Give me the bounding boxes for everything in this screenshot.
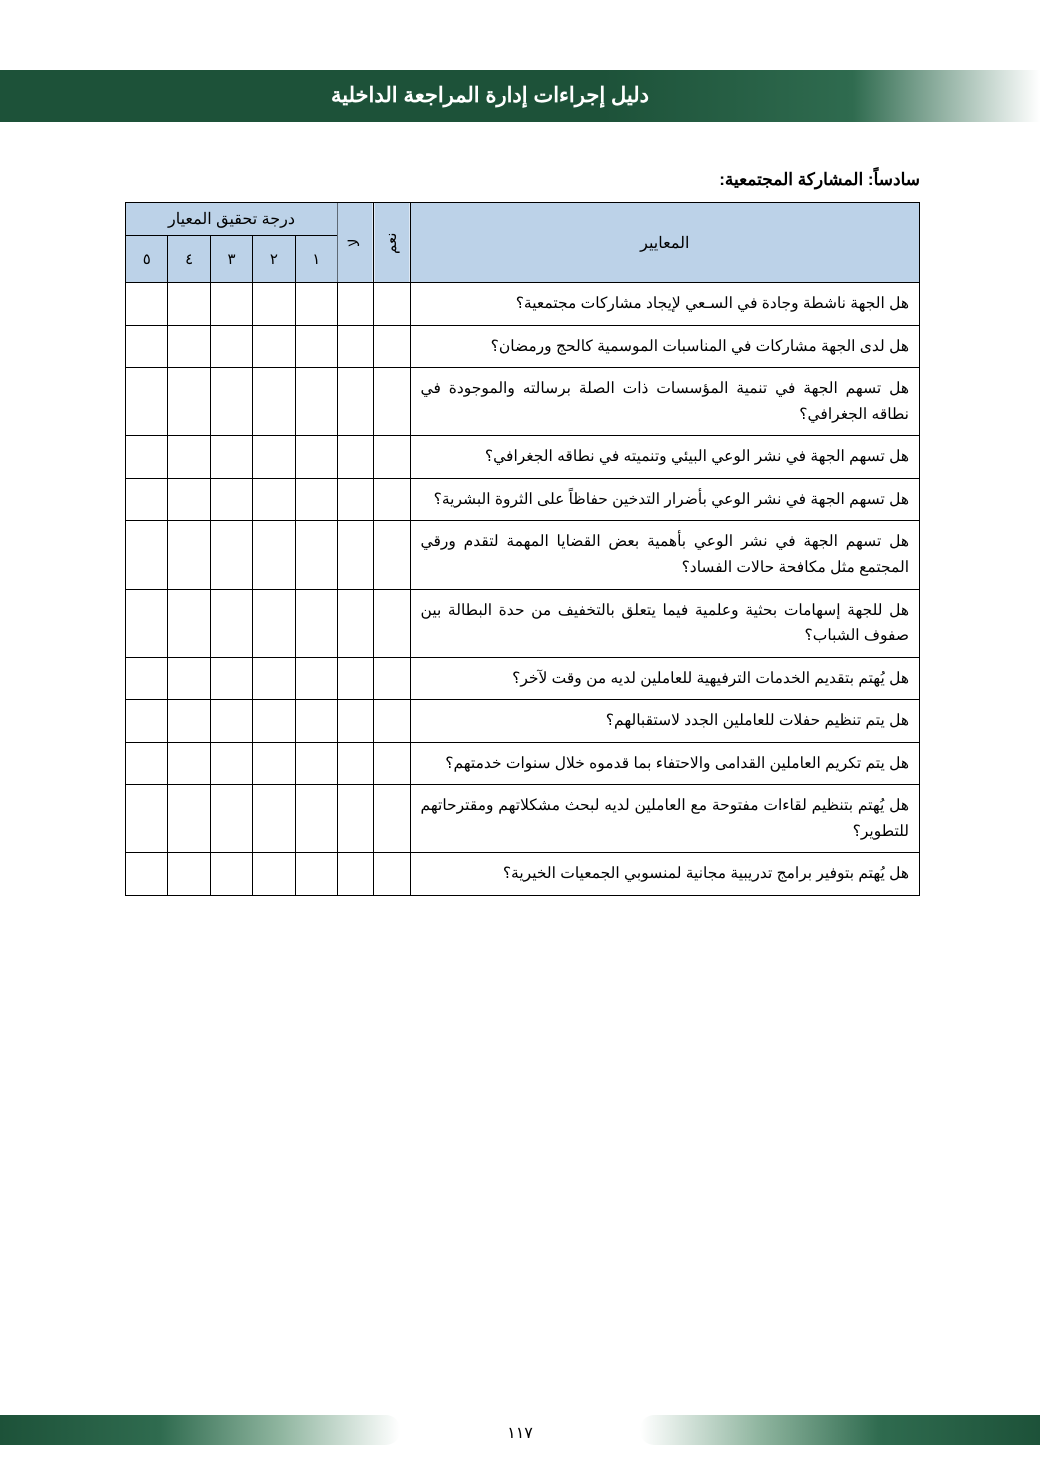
table-row <box>126 521 920 589</box>
cell-no[interactable] <box>337 325 373 368</box>
cell-yes[interactable] <box>374 700 410 743</box>
cell-scale-5[interactable] <box>126 853 168 896</box>
cell-scale-3[interactable] <box>210 283 252 326</box>
cell-no[interactable] <box>337 785 373 853</box>
cell-scale-2[interactable] <box>253 700 295 743</box>
cell-no[interactable] <box>337 368 373 436</box>
cell-scale-1[interactable] <box>295 478 337 521</box>
cell-scale-4[interactable] <box>168 325 210 368</box>
cell-scale-4[interactable] <box>168 368 210 436</box>
table-row <box>126 283 920 326</box>
cell-scale-3[interactable] <box>210 700 252 743</box>
cell-scale-3[interactable] <box>210 368 252 436</box>
cell-yes[interactable] <box>374 785 410 853</box>
cell-scale-4[interactable] <box>168 478 210 521</box>
cell-scale-1[interactable] <box>295 853 337 896</box>
table-row <box>126 742 920 785</box>
criterion-text: هل يتم تنظيم حفلات للعاملين الجدد لاستقبالهم؟ <box>410 700 919 743</box>
criterion-text: هل تسهم الجهة في نشر الوعي بأضرار التدخين حفاظاً على الثروة البشرية؟ <box>410 478 919 521</box>
cell-scale-1[interactable] <box>295 436 337 479</box>
table-row <box>126 436 920 479</box>
cell-yes[interactable] <box>374 742 410 785</box>
cell-scale-2[interactable] <box>253 325 295 368</box>
cell-scale-2[interactable] <box>253 521 295 589</box>
cell-no[interactable] <box>337 589 373 657</box>
cell-scale-1[interactable] <box>295 700 337 743</box>
cell-scale-5[interactable] <box>126 589 168 657</box>
table-row <box>126 589 920 657</box>
table-body <box>126 283 920 896</box>
cell-yes[interactable] <box>374 521 410 589</box>
cell-scale-1[interactable] <box>295 521 337 589</box>
cell-scale-5[interactable] <box>126 325 168 368</box>
cell-no[interactable] <box>337 521 373 589</box>
cell-scale-2[interactable] <box>253 589 295 657</box>
cell-scale-4[interactable] <box>168 657 210 700</box>
page-header <box>0 70 1040 122</box>
cell-scale-3[interactable] <box>210 742 252 785</box>
cell-no[interactable] <box>337 283 373 326</box>
criterion-text: هل تسهم الجهة في نشر الوعي البيئي وتنميته في نطاقه الجغرافي؟ <box>410 436 919 479</box>
cell-scale-3[interactable] <box>210 589 252 657</box>
table-row <box>126 657 920 700</box>
header-achievement-degree: درجة تحقيق المعيار <box>126 203 338 236</box>
criterion-text: هل لدى الجهة مشاركات في المناسبات الموسمية كالحج ورمضان؟ <box>410 325 919 368</box>
header-scale-5: ٥ <box>126 236 168 283</box>
cell-scale-5[interactable] <box>126 436 168 479</box>
cell-no[interactable] <box>337 853 373 896</box>
table-row <box>126 785 920 853</box>
page-header-title: دليل إجراءات إدارة المراجعة الداخلية <box>331 84 649 107</box>
cell-scale-4[interactable] <box>168 521 210 589</box>
criteria-table-wrapper <box>125 202 920 896</box>
cell-scale-3[interactable] <box>210 325 252 368</box>
criteria-table <box>125 202 920 896</box>
page-footer <box>0 1393 1040 1471</box>
cell-scale-5[interactable] <box>126 785 168 853</box>
criterion-text: هل يُهتم بتوفير برامج تدريبية مجانية لمنسوبي الجمعيات الخيرية؟ <box>410 853 919 896</box>
cell-scale-1[interactable] <box>295 368 337 436</box>
cell-yes[interactable] <box>374 325 410 368</box>
cell-scale-1[interactable] <box>295 325 337 368</box>
section-title: سادساً: المشاركة المجتمعية: <box>719 170 920 189</box>
table-row <box>126 368 920 436</box>
cell-scale-4[interactable] <box>168 700 210 743</box>
table-header-row-1 <box>126 203 920 236</box>
cell-scale-3[interactable] <box>210 785 252 853</box>
cell-yes[interactable] <box>374 853 410 896</box>
cell-scale-1[interactable] <box>295 283 337 326</box>
cell-scale-5[interactable] <box>126 742 168 785</box>
cell-scale-4[interactable] <box>168 785 210 853</box>
cell-yes[interactable] <box>374 283 410 326</box>
cell-scale-2[interactable] <box>253 436 295 479</box>
cell-scale-3[interactable] <box>210 657 252 700</box>
cell-scale-4[interactable] <box>168 742 210 785</box>
criterion-text: هل تسهم الجهة في تنمية المؤسسات ذات الصلة برسالته والموجودة في نطاقه الجغرافي؟ <box>410 368 919 436</box>
table-head <box>126 203 920 283</box>
cell-yes[interactable] <box>374 368 410 436</box>
cell-scale-1[interactable] <box>295 785 337 853</box>
table-row <box>126 325 920 368</box>
cell-scale-2[interactable] <box>253 283 295 326</box>
cell-scale-2[interactable] <box>253 742 295 785</box>
header-criteria: المعايير <box>410 203 919 283</box>
cell-no[interactable] <box>337 478 373 521</box>
cell-yes[interactable] <box>374 589 410 657</box>
cell-no[interactable] <box>337 436 373 479</box>
header-scale-4: ٤ <box>168 236 210 283</box>
cell-scale-3[interactable] <box>210 478 252 521</box>
header-scale-1: ١ <box>295 236 337 283</box>
table-row <box>126 853 920 896</box>
cell-scale-5[interactable] <box>126 521 168 589</box>
cell-scale-3[interactable] <box>210 853 252 896</box>
cell-scale-4[interactable] <box>168 853 210 896</box>
cell-scale-4[interactable] <box>168 436 210 479</box>
cell-scale-5[interactable] <box>126 657 168 700</box>
page-number: ١١٧ <box>507 1425 533 1442</box>
cell-scale-1[interactable] <box>295 589 337 657</box>
cell-scale-1[interactable] <box>295 657 337 700</box>
criterion-text: هل يتم تكريم العاملين القدامى والاحتفاء بما قدموه خلال سنوات خدمتهم؟ <box>410 742 919 785</box>
criterion-text: هل يُهتم بتنظيم لقاءات مفتوحة مع العاملين لديه لبحث مشكلاتهم ومقترحاتهم للتطوير؟ <box>410 785 919 853</box>
table-row <box>126 478 920 521</box>
cell-scale-1[interactable] <box>295 742 337 785</box>
cell-yes[interactable] <box>374 657 410 700</box>
criterion-text: هل الجهة ناشطة وجادة في السـعي لإيجاد مشاركات مجتمعية؟ <box>410 283 919 326</box>
cell-yes[interactable] <box>374 478 410 521</box>
cell-scale-2[interactable] <box>253 657 295 700</box>
cell-scale-5[interactable] <box>126 478 168 521</box>
cell-scale-3[interactable] <box>210 436 252 479</box>
cell-scale-3[interactable] <box>210 521 252 589</box>
cell-yes[interactable] <box>374 436 410 479</box>
cell-no[interactable] <box>337 657 373 700</box>
cell-scale-2[interactable] <box>253 785 295 853</box>
header-scale-3: ٣ <box>210 236 252 283</box>
criterion-text: هل تسهم الجهة في نشر الوعي بأهمية بعض القضايا المهمة لتقدم ورقي المجتمع مثل مكافحة حالات الفساد؟ <box>410 521 919 589</box>
cell-scale-2[interactable] <box>253 478 295 521</box>
cell-no[interactable] <box>337 742 373 785</box>
cell-scale-5[interactable] <box>126 700 168 743</box>
criterion-text: هل يُهتم بتقديم الخدمات الترفيهية للعاملين لديه من وقت لآخر؟ <box>410 657 919 700</box>
header-no: لا <box>337 203 373 283</box>
header-yes: نعم <box>374 203 410 283</box>
header-scale-2: ٢ <box>253 236 295 283</box>
criterion-text: هل للجهة إسهامات بحثية وعلمية فيما يتعلق بالتخفيف من حدة البطالة بين صفوف الشباب؟ <box>410 589 919 657</box>
cell-scale-5[interactable] <box>126 368 168 436</box>
cell-scale-4[interactable] <box>168 589 210 657</box>
cell-scale-5[interactable] <box>126 283 168 326</box>
table-row <box>126 700 920 743</box>
cell-scale-2[interactable] <box>253 368 295 436</box>
cell-no[interactable] <box>337 700 373 743</box>
cell-scale-4[interactable] <box>168 283 210 326</box>
cell-scale-2[interactable] <box>253 853 295 896</box>
